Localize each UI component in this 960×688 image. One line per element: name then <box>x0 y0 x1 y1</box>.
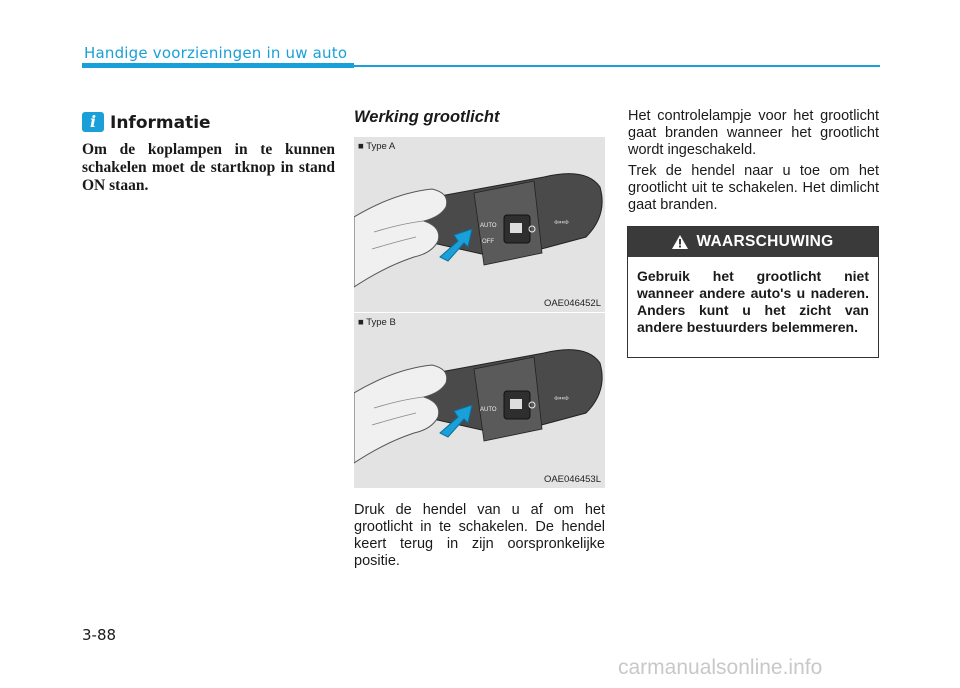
section-header-title: Handige voorzieningen in uw auto <box>84 44 348 62</box>
figure-type-label: ■ Type A <box>358 141 396 152</box>
figure-code: OAE046453L <box>543 474 601 485</box>
header-rule-thin <box>354 65 880 67</box>
warning-text: Gebruik het grootlicht niet wanneer andere auto's u naderen. Anders kunt u het zicht van andere bestuurders belemmeren. <box>637 268 869 335</box>
info-icon: i <box>82 112 104 132</box>
svg-text:⇦⇨: ⇦⇨ <box>554 218 570 228</box>
section-heading: Werking grootlicht <box>354 108 500 126</box>
svg-text:OFF: OFF <box>482 239 494 245</box>
info-body: Om de koplampen in te kunnen schakelen moet de startknop in stand ON staan. <box>82 141 335 194</box>
side-paragraph-1: Het controlelampje voor het grootlicht gaat branden wanneer het grootlicht wordt ingeschakeld. <box>628 108 879 158</box>
warning-triangle-icon <box>672 235 688 249</box>
page-number: 3-88 <box>82 626 117 644</box>
figure-type-b <box>354 313 605 488</box>
lever-illustration-a <box>354 137 605 312</box>
watermark: carmanualsonline.info <box>618 656 823 679</box>
warning-title: WAARSCHUWING <box>696 233 834 250</box>
main-body-text: Druk de hendel van u af om het grootlicht in te schakelen. De hendel keert terug in zijn oorspronkelijke positie. <box>354 502 605 569</box>
warning-box <box>627 226 879 358</box>
figure-code: OAE046452L <box>543 298 601 309</box>
side-paragraph-2: Trek de hendel naar u toe om het grootlicht uit te schakelen. Het dimlicht gaat branden. <box>628 163 879 213</box>
header-rule-thick <box>82 63 354 68</box>
info-heading: Informatie <box>110 113 211 133</box>
figure-type-a <box>354 137 605 312</box>
svg-text:AUTO: AUTO <box>480 407 497 413</box>
warning-header <box>628 227 878 257</box>
figure-type-label: ■ Type B <box>358 317 396 328</box>
lever-illustration-b <box>354 313 605 488</box>
svg-text:AUTO: AUTO <box>480 223 497 229</box>
svg-text:⇦⇨: ⇦⇨ <box>554 394 570 404</box>
